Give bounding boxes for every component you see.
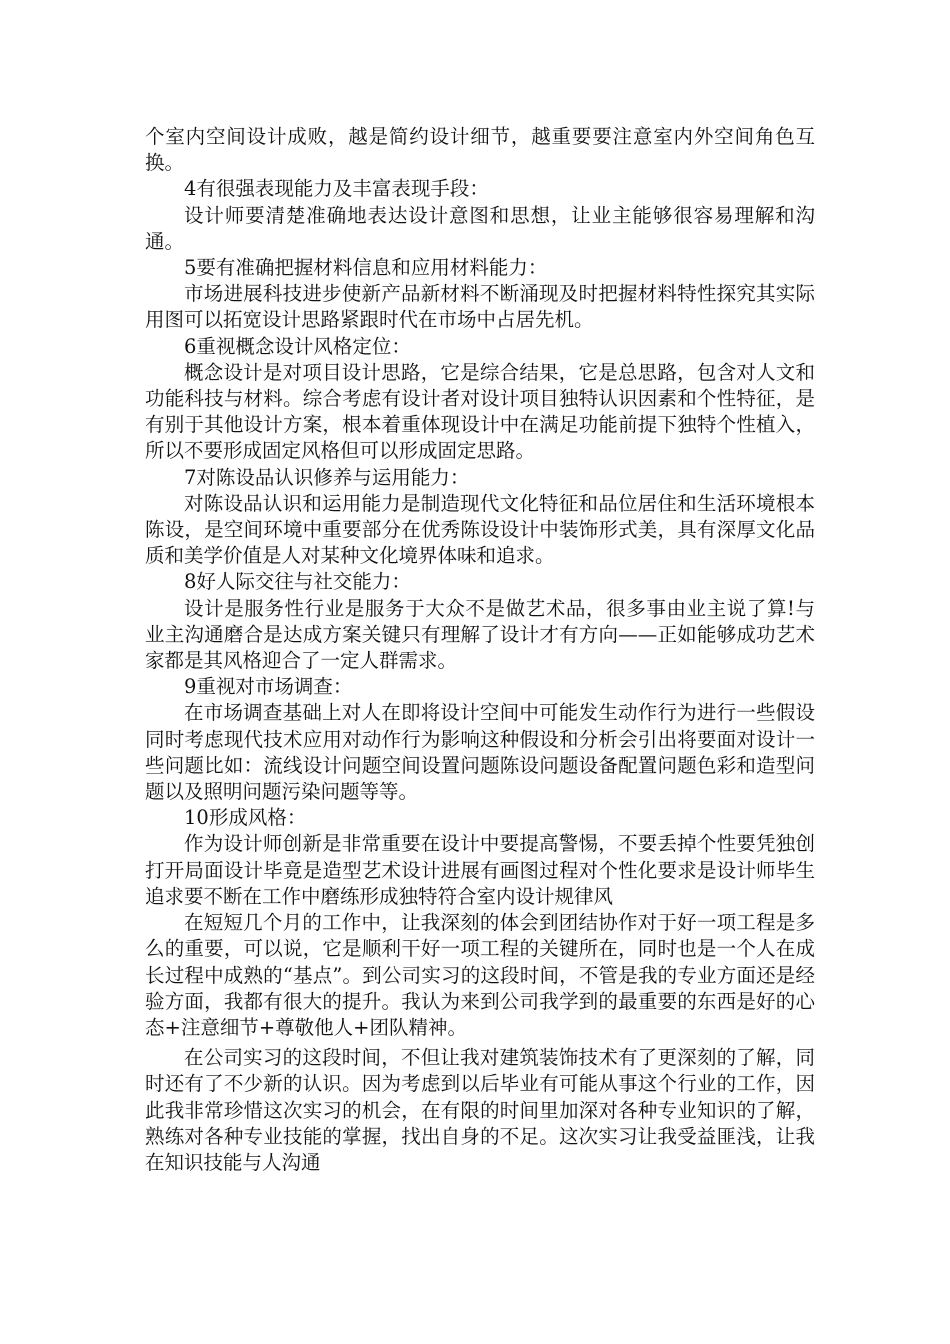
body-paragraph: 对陈设品认识和运用能力是制造现代文化特征和品位居住和生活环境根本陈设，是空间环境中重要部分在优秀陈设设计中装饰形式美，具有深厚文化品质和美学价值是人对某种文化境界体味和追求。: [145, 491, 815, 568]
body-paragraph: 作为设计师创新是非常重要在设计中要提高警惕，不要丢掉个性要凭独创打开局面设计毕竟是造型艺术设计进展有画图过程对个性化要求是设计师毕生追求要不断在工作中磨练形成独特符合室内设计规律风: [145, 832, 815, 908]
body-paragraph: 在市场调查基础上对人在即将设计空间中可能发生动作行为进行一些假设同时考虑现代技术应用对动作行为影响这种假设和分析会引出将要面对设计一些问题比如：流线设计问题空间设置问题陈设问题设备配置问题色彩和造型问题以及照明问题污染问题等等。: [145, 701, 815, 804]
body-paragraph: 设计师要清楚准确地表达设计意图和思想，让业主能够很容易理解和沟通。: [145, 203, 815, 253]
section-heading: 10形成风格：: [184, 806, 307, 830]
body-paragraph: 在短短几个月的工作中，让我深刻的体会到团结协作对于好一项工程是多么的重要，可以说，它是顺利干好一项工程的关键所在，同时也是一个人在成长过程中成熟的“基点”。到公司实习的这段时间，不管是我的专业方面还是经验方面，我都有很大的提升。我认为来到公司我学到的最重要的东西是好的心态+注意细节+尊敬他人+团队精神。: [145, 911, 815, 1039]
document-page: [145, 124, 815, 1176]
body-paragraph: 在公司实习的这段时间，不但让我对建筑装饰技术有了更深刻的了解，同时还有了不少新的认识。因为考虑到以后毕业有可能从事这个行业的工作，因此我非常珍惜这次实习的机会，在有限的时间里加深对各种专业知识的了解，熟练对各种专业技能的掌握，找出自身的不足。这次实习让我受益匪浅，让我在知识技能与人沟通: [145, 1046, 815, 1174]
body-paragraph: 概念设计是对项目设计思路，它是综合结果，它是总思路，包含对人文和功能科技与材料。综合考虑有设计者对设计项目独特认识因素和个性特征，是有别于其他设计方案，根本着重体现设计中在满足功能前提下独特个性植入，所以不要形成固定风格但可以形成固定思路。: [145, 360, 815, 463]
section-heading: 7对陈设品认识修养与运用能力：: [184, 465, 470, 489]
section-heading: 6重视概念设计风格定位：: [184, 334, 411, 358]
body-paragraph: 设计是服务性行业是服务于大众不是做艺术品，很多事由业主说了算!与业主沟通磨合是达成方案关键只有理解了设计才有方向——正如能够成功艺术家都是其风格迎合了一定人群需求。: [145, 596, 815, 673]
section-heading: 5要有准确把握材料信息和应用材料能力：: [184, 256, 548, 280]
section-heading: 9重视对市场调查：: [184, 675, 353, 699]
body-paragraph: 市场进展科技进步使新产品新材料不断涌现及时把握材料特性探究其实际用图可以拓宽设计思路紧跟时代在市场中占居先机。: [145, 282, 815, 332]
body-paragraph: 个室内空间设计成败，越是简约设计细节，越重要要注意室内外空间角色互换。: [145, 125, 815, 175]
section-heading: 4有很强表现能力及丰富表现手段：: [184, 177, 489, 201]
section-heading: 8好人际交往与社交能力：: [184, 570, 411, 594]
